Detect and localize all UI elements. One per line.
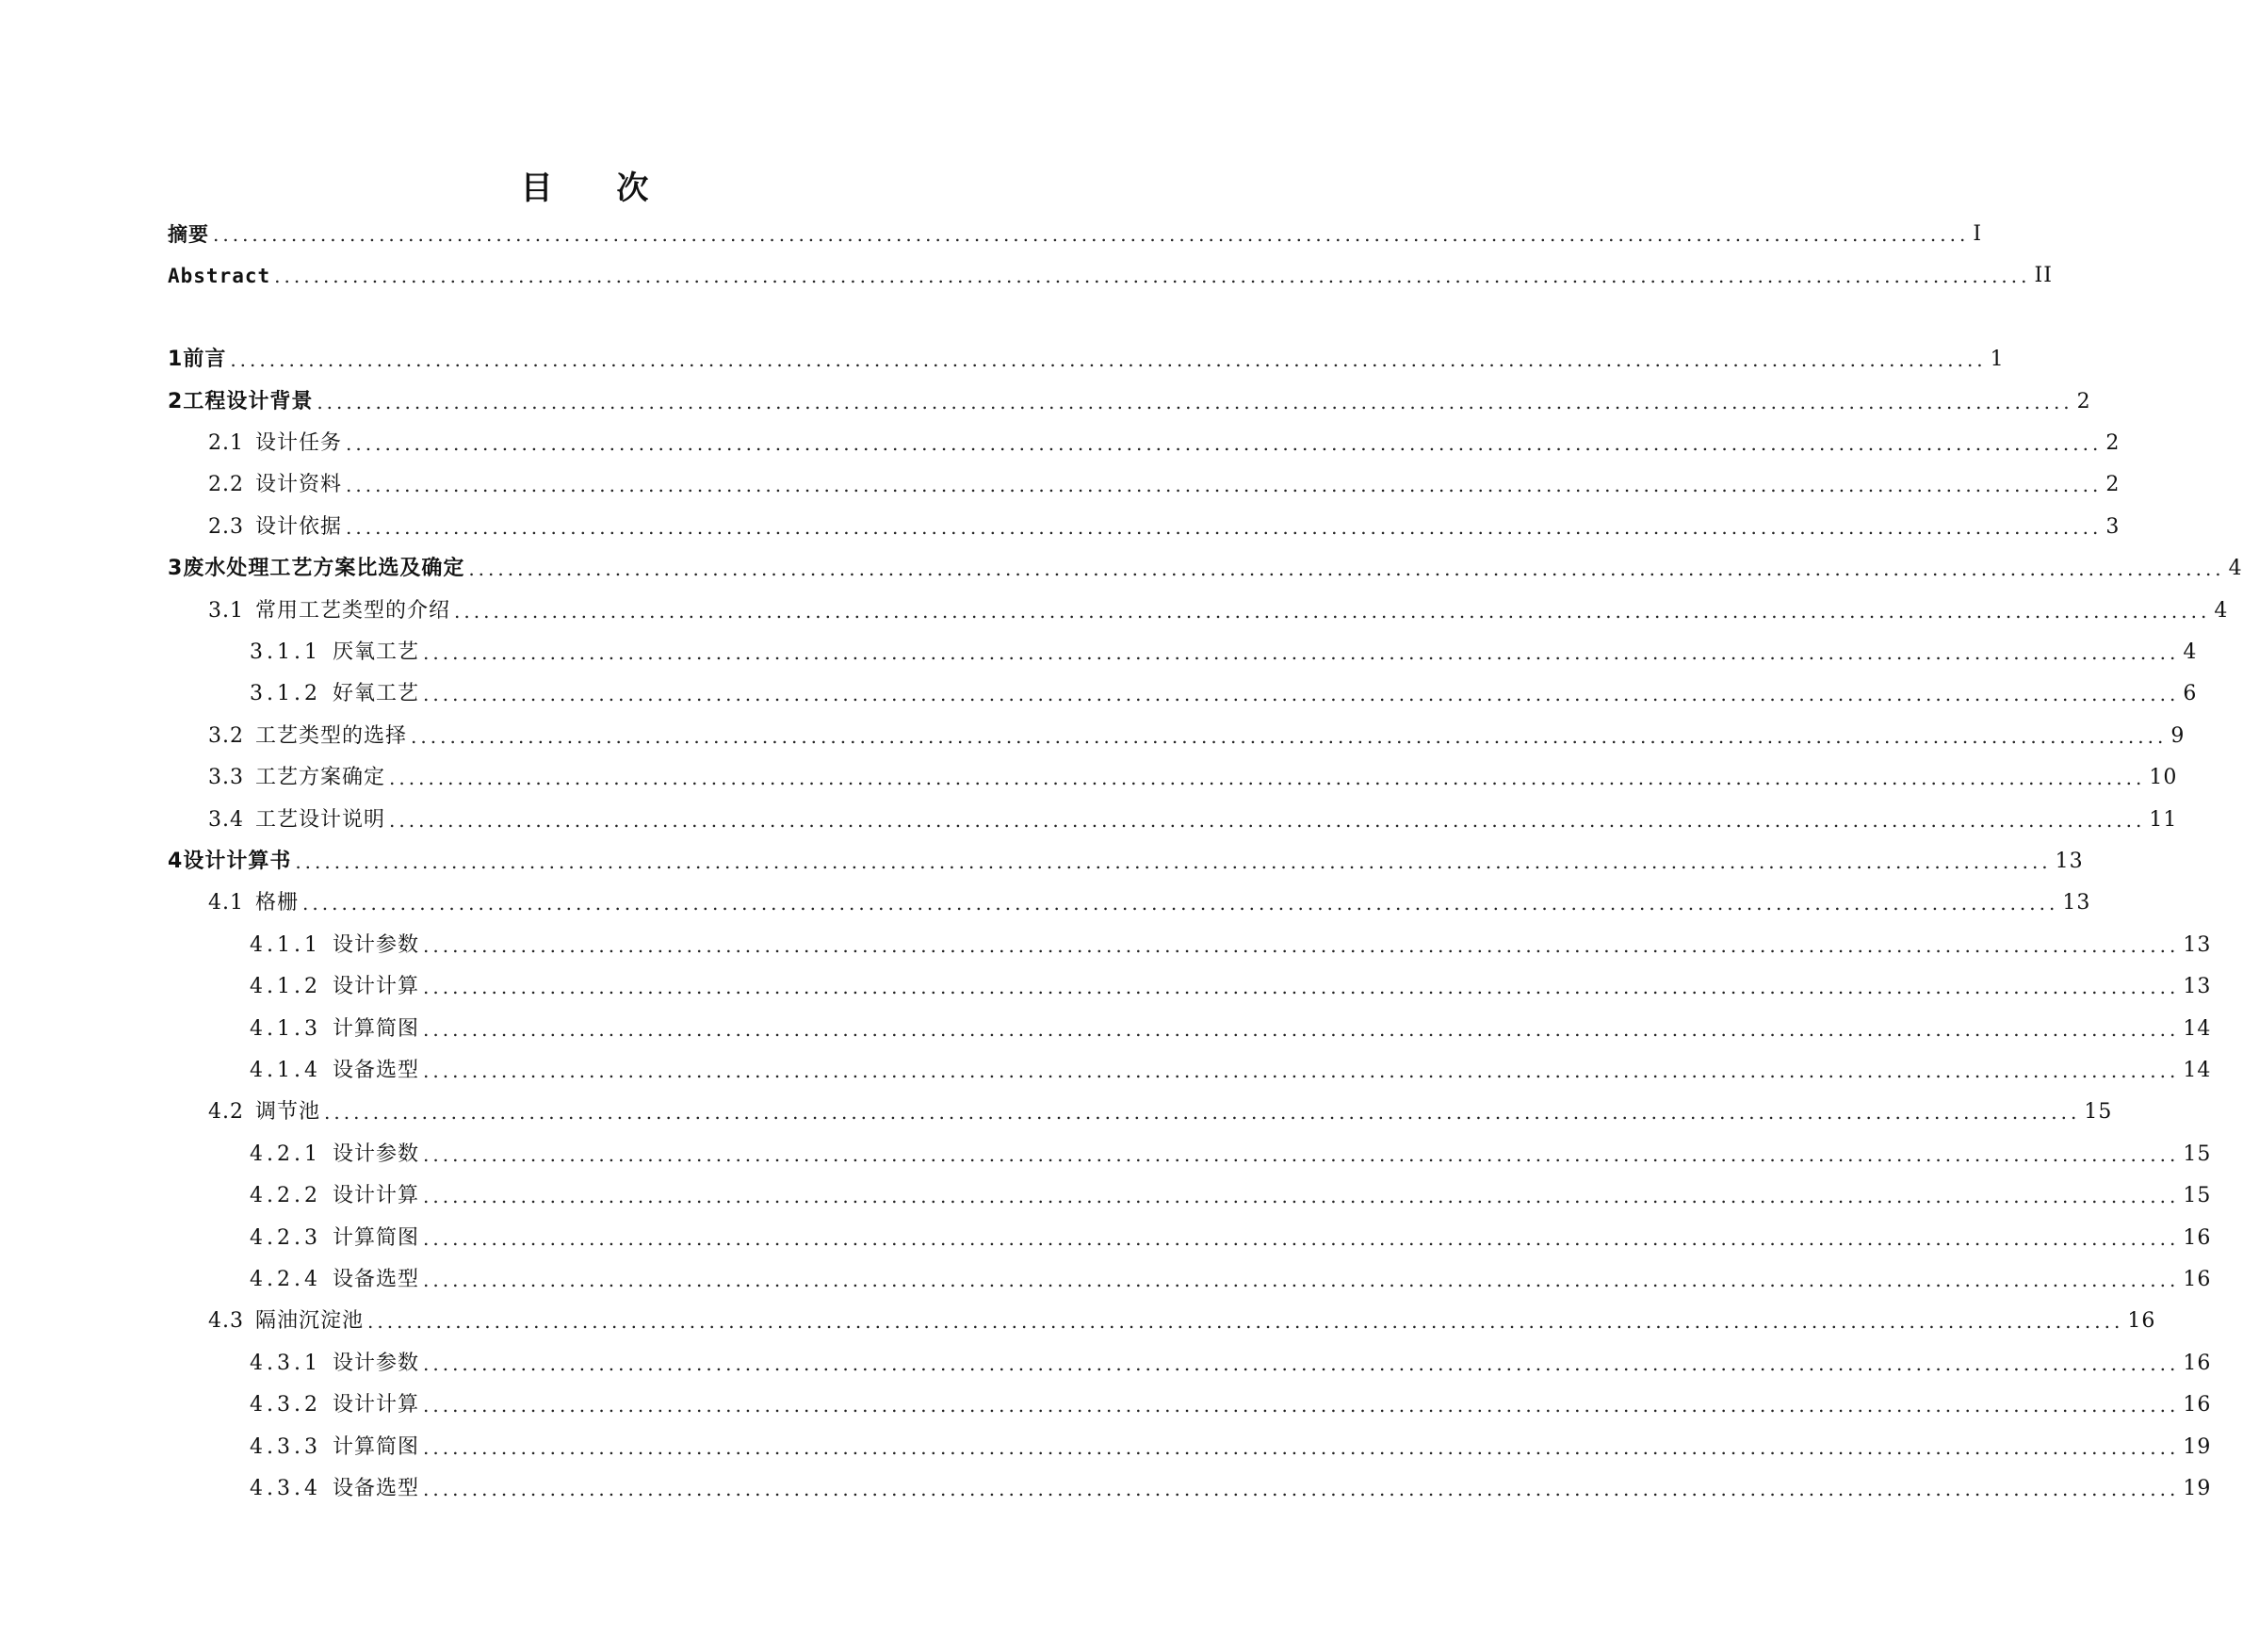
toc-entry-number: 3.1.2 xyxy=(250,682,321,705)
toc-entry[interactable] xyxy=(168,1428,2212,1462)
toc-dot-leader: .................................................................................................................................................................................... xyxy=(230,348,1987,371)
toc-entry-page-number: 4 xyxy=(2214,599,2229,623)
toc-entry[interactable] xyxy=(168,256,2053,290)
toc-dot-leader: .................................................................................................................................................................................... xyxy=(324,1101,2081,1124)
toc-entry-number: 4.2 xyxy=(208,1100,244,1124)
toc-entry-page-number: 16 xyxy=(2183,1226,2212,1250)
toc-entry-page-number: 13 xyxy=(2183,975,2212,998)
toc-entry[interactable] xyxy=(168,1344,2212,1378)
toc-entry-title: 隔油沉淀池 xyxy=(255,1309,365,1333)
toc-entry-number: 4.3.2 xyxy=(250,1393,321,1417)
toc-entry-title: 工程设计背景 xyxy=(183,390,314,413)
toc-entry-title: 设计参数 xyxy=(332,1142,419,1166)
toc-entry[interactable] xyxy=(168,465,2121,499)
toc-entry-page-number: 16 xyxy=(2127,1309,2156,1333)
toc-entry[interactable] xyxy=(168,1010,2212,1044)
toc-entry-page-number: 19 xyxy=(2183,1477,2212,1500)
toc-entry[interactable] xyxy=(168,424,2121,458)
toc-entry-number: 4 xyxy=(168,850,184,873)
toc-entry-title: 前言 xyxy=(183,348,227,371)
toc-dot-leader: .................................................................................................................................................................................... xyxy=(389,809,2146,832)
toc-entry[interactable] xyxy=(168,633,2198,667)
toc-dot-leader: .................................................................................................................................................................................... xyxy=(423,1394,2180,1417)
toc-entry-title: 设计任务 xyxy=(255,431,343,455)
toc-entry[interactable] xyxy=(168,215,1983,249)
toc-entry-number: 3.1.1 xyxy=(250,640,321,664)
toc-entry[interactable] xyxy=(168,1469,2212,1503)
toc-entry-page-number: 4 xyxy=(2228,557,2243,580)
toc-entry-number: 3 xyxy=(168,557,184,580)
toc-entry-page-number: 13 xyxy=(2183,933,2212,957)
toc-entry-number: 4.1.1 xyxy=(250,933,321,957)
toc-entry[interactable] xyxy=(168,591,2229,625)
toc-entry-number: 2.3 xyxy=(208,515,244,539)
toc-dot-leader: .................................................................................................................................................................................... xyxy=(423,1478,2180,1500)
toc-entry-number: 4.2.1 xyxy=(250,1142,321,1166)
toc-entry-page-number: 16 xyxy=(2183,1393,2212,1417)
toc-dot-leader: .................................................................................................................................................................................... xyxy=(346,516,2103,539)
toc-entry-page-number: 13 xyxy=(2055,850,2084,873)
toc-entry-title: 废水处理工艺方案比选及确定 xyxy=(183,557,465,580)
toc-entry-number: 4.1.2 xyxy=(250,975,321,998)
toc-entry-number: 1 xyxy=(168,348,184,371)
toc-dot-leader: .................................................................................................................................................................................... xyxy=(213,223,1970,246)
toc-entry[interactable] xyxy=(168,967,2212,1001)
toc-entry-number: 4.3.1 xyxy=(250,1352,321,1375)
toc-dot-leader: .................................................................................................................................................................................... xyxy=(423,1352,2180,1375)
toc-dot-leader: .................................................................................................................................................................................... xyxy=(302,892,2059,915)
toc-dot-leader: .................................................................................................................................................................................... xyxy=(423,641,2180,664)
toc-entry-title: Abstract xyxy=(168,265,271,287)
toc-dot-leader: .................................................................................................................................................................................... xyxy=(423,1185,2180,1207)
toc-entry-page-number: 2 xyxy=(2076,390,2091,413)
toc-entry-title: 工艺方案确定 xyxy=(255,766,386,789)
toc-entry[interactable] xyxy=(168,883,2091,917)
toc-entry-page-number: 14 xyxy=(2183,1017,2212,1041)
toc-entry-title: 工艺设计说明 xyxy=(255,808,386,832)
toc-entry-page-number: 1 xyxy=(1990,348,2005,371)
toc-entry-title: 厌氧工艺 xyxy=(332,640,419,664)
toc-entry-number: 3.4 xyxy=(208,808,244,832)
toc-entry-number: 4.1 xyxy=(208,891,244,915)
toc-entry-title: 设计参数 xyxy=(332,933,419,957)
toc-entry[interactable] xyxy=(168,842,2084,876)
toc-entry[interactable] xyxy=(168,508,2121,542)
toc-dot-leader: .................................................................................................................................................................................... xyxy=(423,1143,2180,1166)
toc-entry-page-number: 15 xyxy=(2183,1142,2212,1166)
toc-entry-title: 调节池 xyxy=(255,1100,321,1124)
toc-dot-leader: .................................................................................................................................................................................... xyxy=(317,391,2073,413)
toc-dot-leader: .................................................................................................................................................................................... xyxy=(423,1018,2180,1041)
page-title: 目 次 xyxy=(520,170,675,207)
toc-entry-number: 2.2 xyxy=(208,473,244,496)
toc-entry[interactable] xyxy=(168,1051,2212,1085)
toc-entry[interactable] xyxy=(168,1302,2156,1336)
toc-entry[interactable] xyxy=(168,549,2243,583)
toc-entry-page-number: 6 xyxy=(2183,682,2198,705)
toc-entry-number: 2.1 xyxy=(208,431,244,455)
toc-entry[interactable] xyxy=(168,1135,2212,1169)
toc-entry-title: 常用工艺类型的介绍 xyxy=(255,599,451,623)
toc-entry-number: 4.2.2 xyxy=(250,1184,321,1207)
toc-dot-leader: .................................................................................................................................................................................... xyxy=(411,725,2168,748)
toc-entry-number: 4.2.3 xyxy=(250,1226,321,1250)
toc-entry-page-number: II xyxy=(2034,264,2053,287)
toc-entry-page-number: 15 xyxy=(2084,1100,2113,1124)
toc-entry-title: 设计资料 xyxy=(255,473,343,496)
toc-entry-title: 设备选型 xyxy=(332,1059,419,1082)
toc-entry-number: 4.3 xyxy=(208,1309,244,1333)
toc-entry[interactable] xyxy=(168,674,2198,708)
toc-entry-page-number: 11 xyxy=(2149,808,2178,832)
toc-entry-page-number: 16 xyxy=(2183,1268,2212,1291)
toc-dot-leader: .................................................................................................................................................................................... xyxy=(346,432,2103,455)
toc-dot-leader: .................................................................................................................................................................................... xyxy=(423,934,2180,957)
toc-dot-leader: .................................................................................................................................................................................... xyxy=(468,558,2225,580)
toc-entry-title: 设计计算 xyxy=(332,975,419,998)
toc-dot-leader: .................................................................................................................................................................................... xyxy=(295,850,2052,873)
toc-dot-leader: .................................................................................................................................................................................... xyxy=(423,976,2180,998)
toc-dot-leader: .................................................................................................................................................................................... xyxy=(423,1436,2180,1459)
toc-entry-number: 4.3.3 xyxy=(250,1435,321,1459)
toc-entry-page-number: 9 xyxy=(2170,724,2186,748)
toc-entry[interactable] xyxy=(168,1093,2113,1126)
toc-entry[interactable] xyxy=(168,1176,2212,1210)
toc-entry-page-number: 13 xyxy=(2062,891,2091,915)
toc-dot-leader: .................................................................................................................................................................................... xyxy=(423,1227,2180,1250)
toc-entry-page-number: 14 xyxy=(2183,1059,2212,1082)
toc-entry-title: 计算简图 xyxy=(332,1226,419,1250)
toc-entry-number: 3.3 xyxy=(208,766,244,789)
toc-entry-title: 设计计算 xyxy=(332,1393,419,1417)
toc-entry-title: 计算简图 xyxy=(332,1017,419,1041)
toc-entry-title: 设计依据 xyxy=(255,515,343,539)
toc-entry-title: 设备选型 xyxy=(332,1268,419,1291)
toc-entry-page-number: 2 xyxy=(2105,473,2121,496)
toc-entry[interactable] xyxy=(168,1219,2212,1253)
toc-entry-page-number: I xyxy=(1973,222,1983,246)
toc-dot-leader: .................................................................................................................................................................................... xyxy=(346,474,2103,496)
toc-entry-page-number: 19 xyxy=(2183,1435,2212,1459)
toc-entry-page-number: 4 xyxy=(2183,640,2198,664)
toc-entry-number: 4.2.4 xyxy=(250,1268,321,1291)
toc-entry-page-number: 16 xyxy=(2183,1352,2212,1375)
toc-entry-title: 好氧工艺 xyxy=(332,682,419,705)
toc-entry-number: 3.1 xyxy=(208,599,244,623)
toc-entry-page-number: 3 xyxy=(2105,515,2121,539)
toc-dot-leader: .................................................................................................................................................................................... xyxy=(423,1269,2180,1291)
toc-entry-page-number: 15 xyxy=(2183,1184,2212,1207)
toc-entry-number: 4.1.3 xyxy=(250,1017,321,1041)
toc-entry-page-number: 10 xyxy=(2149,766,2178,789)
toc-entry[interactable] xyxy=(168,1260,2212,1294)
toc-dot-leader: .................................................................................................................................................................................... xyxy=(389,767,2146,789)
toc-entry-title: 设计参数 xyxy=(332,1352,419,1375)
toc-entry-title: 设计计算 xyxy=(332,1184,419,1207)
toc-dot-leader: .................................................................................................................................................................................... xyxy=(454,600,2211,623)
toc-entry[interactable] xyxy=(168,717,2186,751)
toc-entry-page-number: 2 xyxy=(2105,431,2121,455)
toc-entry[interactable] xyxy=(168,801,2178,834)
toc-entry-title: 设备选型 xyxy=(332,1477,419,1500)
toc-entry-title: 计算简图 xyxy=(332,1435,419,1459)
toc-dot-leader: .................................................................................................................................................................................... xyxy=(423,683,2180,705)
toc-entry-number: 2 xyxy=(168,390,184,413)
toc-entry[interactable] xyxy=(168,758,2178,792)
toc-entry-title: 摘要 xyxy=(168,223,209,246)
toc-dot-leader: .................................................................................................................................................................................... xyxy=(367,1310,2124,1333)
toc-entry[interactable] xyxy=(168,340,2005,374)
toc-entry-title: 工艺类型的选择 xyxy=(255,724,408,748)
toc-entry-title: 格栅 xyxy=(255,891,300,915)
toc-entry-number: 4.3.4 xyxy=(250,1477,321,1500)
toc-entry[interactable] xyxy=(168,926,2212,960)
toc-entry-number: 3.2 xyxy=(208,724,244,748)
toc-entry-number: 4.1.4 xyxy=(250,1059,321,1082)
toc-entry-title: 设计计算书 xyxy=(183,850,292,873)
toc-entry[interactable] xyxy=(168,1385,2212,1419)
toc-dot-leader: .................................................................................................................................................................................... xyxy=(274,265,2031,287)
toc-entry[interactable] xyxy=(168,382,2091,416)
toc-dot-leader: .................................................................................................................................................................................... xyxy=(423,1060,2180,1082)
